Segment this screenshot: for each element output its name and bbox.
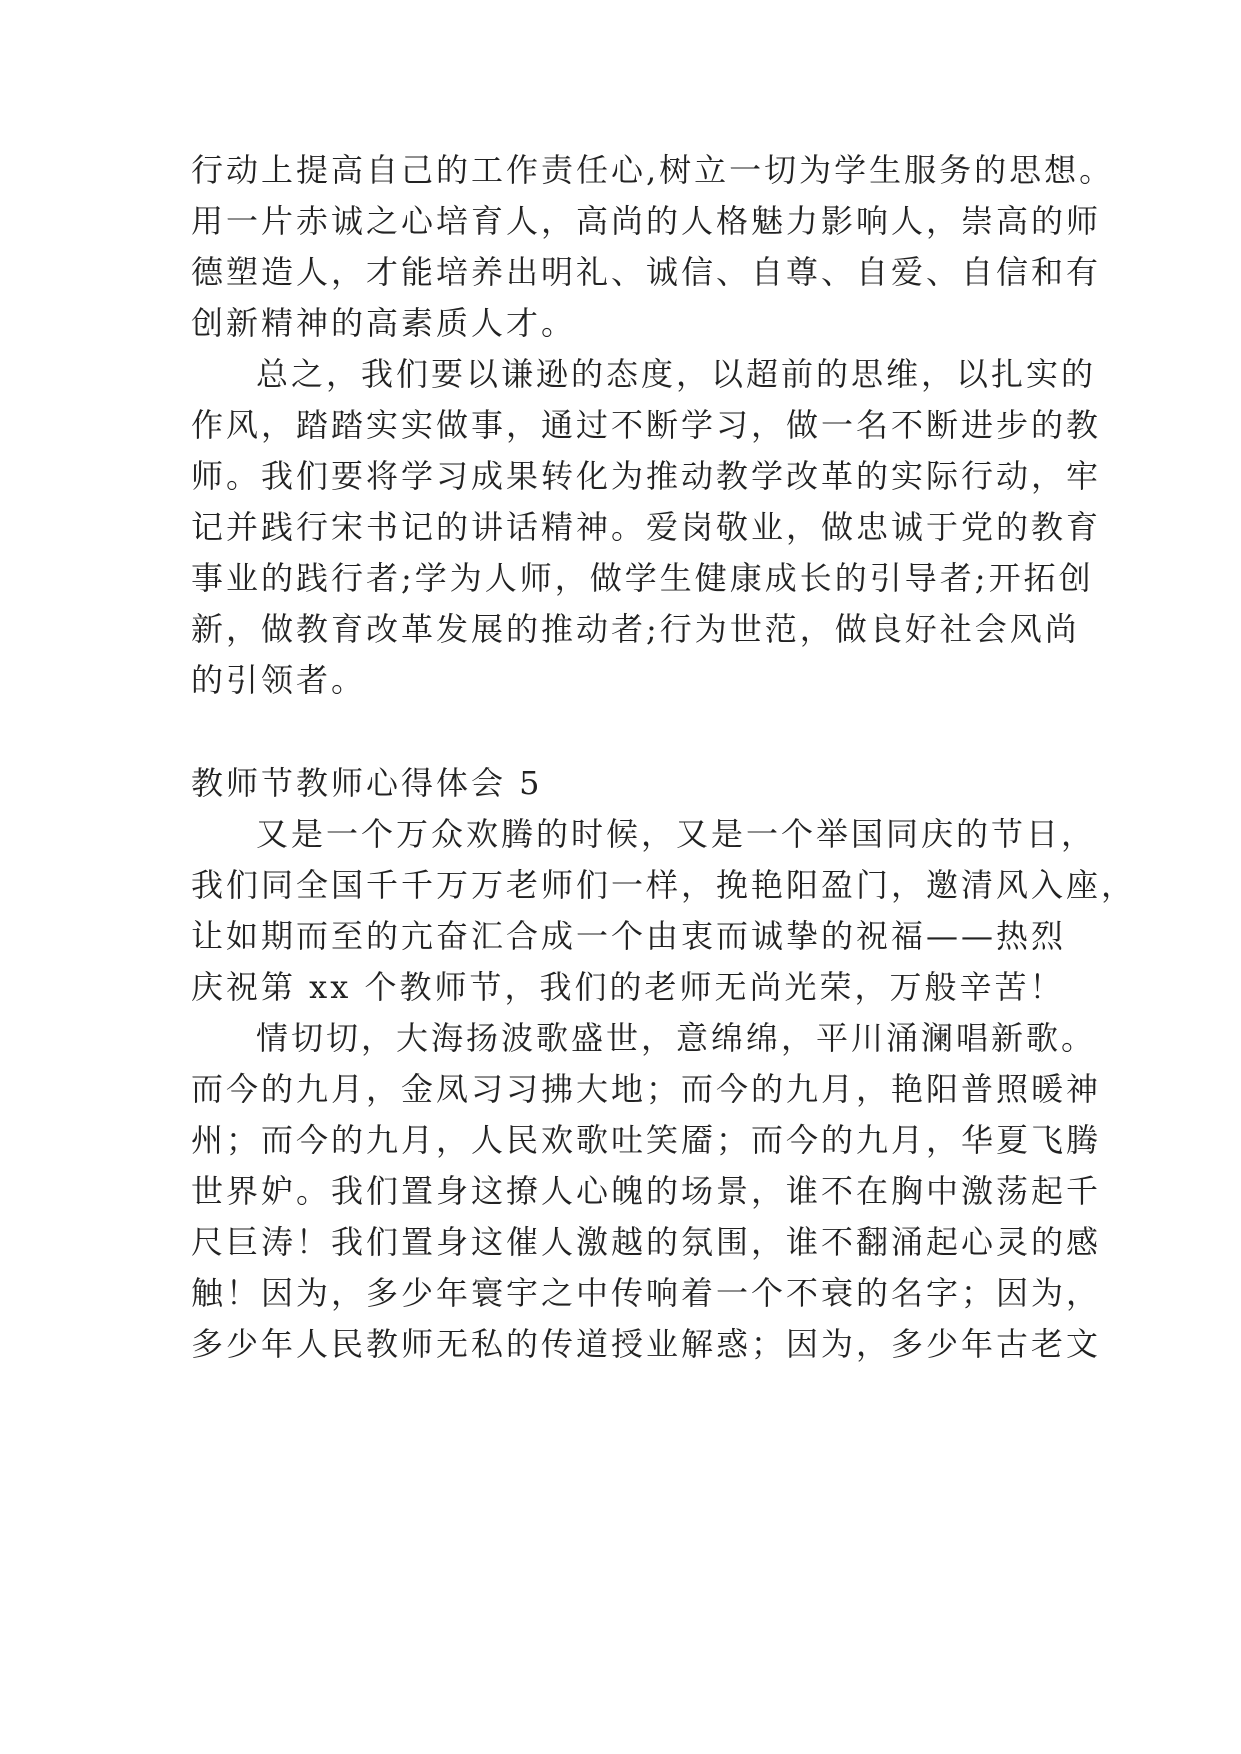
text-line: 创新精神的高素质人才。 — [191, 304, 577, 342]
text-line: 触！因为，多少年寰宇之中传响着一个不衰的名字；因为， — [191, 1274, 1102, 1312]
text-line: 我们同全国千千万万老师们一样，挽艳阳盈门，邀清风入座， — [191, 866, 1137, 904]
text-line: 新，做教育改革发展的推动者;行为世范，做良好社会风尚 — [191, 610, 1080, 648]
text-line: 多少年人民教师无私的传道授业解惑；因为，多少年古老文 — [191, 1325, 1102, 1363]
text-line: 记并践行宋书记的讲话精神。爱岗敬业，做忠诚于党的教育 — [191, 508, 1102, 546]
text-line: 作风，踏踏实实做事，通过不断学习，做一名不断进步的教 — [191, 406, 1102, 444]
text-line: 总之，我们要以谦逊的态度，以超前的思维，以扎实的 — [256, 355, 1097, 393]
text-line: 情切切，大海扬波歌盛世，意绵绵，平川涌澜唱新歌。 — [256, 1019, 1097, 1057]
text-line: 用一片赤诚之心培育人，高尚的人格魅力影响人，崇高的师 — [191, 202, 1102, 240]
text-line: 庆祝第 xx 个教师节，我们的老师无尚光荣，万般辛苦！ — [191, 968, 1065, 1006]
section-heading: 教师节教师心得体会 5 — [191, 764, 543, 802]
text-line: 又是一个万众欢腾的时候，又是一个举国同庆的节日， — [256, 815, 1097, 853]
text-line: 让如期而至的亢奋汇合成一个由衷而诚挚的祝福——热烈 — [191, 917, 1067, 955]
text-line: 德塑造人，才能培养出明礼、诚信、自尊、自爱、自信和有 — [191, 253, 1102, 291]
text-line: 师。我们要将学习成果转化为推动教学改革的实际行动，牢 — [191, 457, 1102, 495]
text-line: 州；而今的九月，人民欢歌吐笑靥；而今的九月，华夏飞腾 — [191, 1121, 1102, 1159]
text-line: 事业的践行者;学为人师，做学生健康成长的引导者;开拓创 — [191, 559, 1094, 597]
text-line: 的引领者。 — [191, 661, 367, 699]
text-line: 世界妒。我们置身这撩人心魄的场景，谁不在胸中激荡起千 — [191, 1172, 1102, 1210]
text-line: 尺巨涛！我们置身这催人激越的氛围，谁不翻涌起心灵的感 — [191, 1223, 1102, 1261]
text-line: 行动上提高自己的工作责任心,树立一切为学生服务的思想。 — [191, 151, 1115, 189]
text-line: 而今的九月，金凤习习拂大地；而今的九月，艳阳普照暖神 — [191, 1070, 1102, 1108]
